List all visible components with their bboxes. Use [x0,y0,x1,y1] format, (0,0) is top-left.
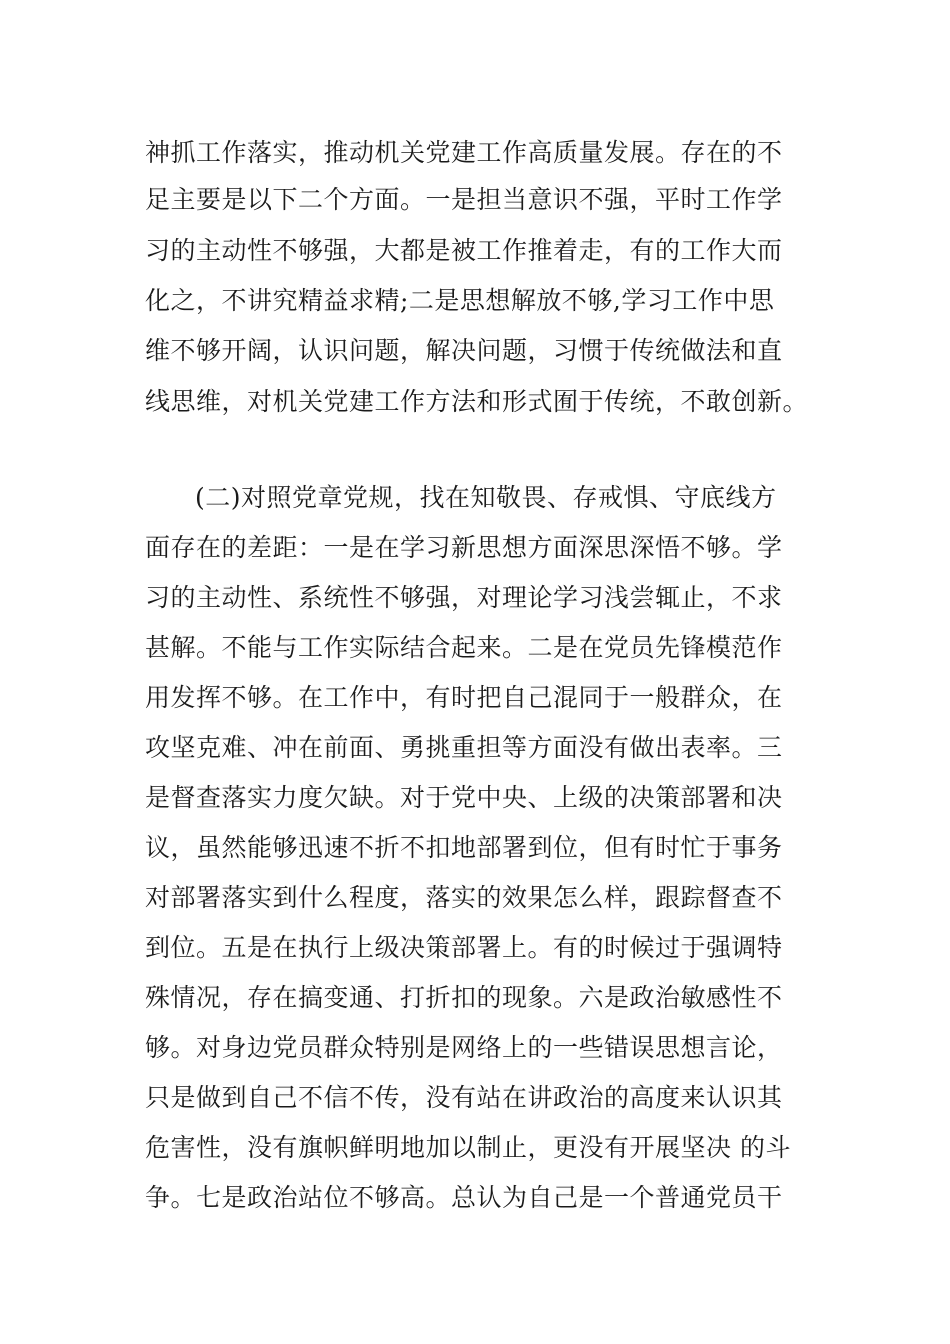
text-line: 争。七是政治站位不够高。总认为自己是一个普通党员干 [145,1183,783,1212]
text-line: 习的主动性、系统性不够强，对理论学习浅尝辄止，不求 [145,583,783,612]
text-line: 对部署落实到什么程度，落实的效果怎么样，跟踪督查不 [145,883,783,912]
text-line: 足主要是以下二个方面。一是担当意识不强，平时工作学 [145,185,783,214]
text-line: 维不够开阔，认识问题，解决问题，习惯于传统做法和直 [145,336,783,365]
text-line: 用发挥不够。在工作中，有时把自己混同于一般群众，在 [145,683,783,712]
text-line: 神抓工作落实，推动机关党建工作高质量发展。存在的不 [145,138,783,167]
text-line: 面存在的差距：一是在学习新思想方面深思深悟不够。学 [145,533,783,562]
text-line: 殊情况，存在搞变通、打折扣的现象。六是政治敏感性不 [145,983,783,1012]
text-line: 是督查落实力度欠缺。对于党中央、上级的决策部署和决 [145,783,783,812]
text-line: 议，虽然能够迅速不折不扣地部署到位，但有时忙于事务 [145,833,783,862]
text-line: 攻坚克难、冲在前面、勇挑重担等方面没有做出表率。三 [145,733,783,762]
text-line: 够。对身边党员群众特别是网络上的一些错误思想言论， [145,1033,783,1062]
text-line: 只是做到自己不信不传，没有站在讲政治的高度来认识其 [145,1083,783,1112]
text-line: (二)对照党章党规，找在知敬畏、存戒惧、守底线方 [195,483,777,512]
text-line: 甚解。不能与工作实际结合起来。二是在党员先锋模范作 [145,633,783,662]
text-line: 化之，不讲究精益求精;二是思想解放不够,学习工作中思 [145,286,775,315]
text-line: 到位。五是在执行上级决策部署上。有的时候过于强调特 [145,933,783,962]
text-line: 危害性，没有旗帜鲜明地加以制止，更没有开展坚决 的斗 [145,1133,791,1162]
text-line: 线思维，对机关党建工作方法和形式囿于传统，不敢创新。 [145,387,809,416]
text-line: 习的主动性不够强，大都是被工作推着走，有的工作大而 [145,236,783,265]
